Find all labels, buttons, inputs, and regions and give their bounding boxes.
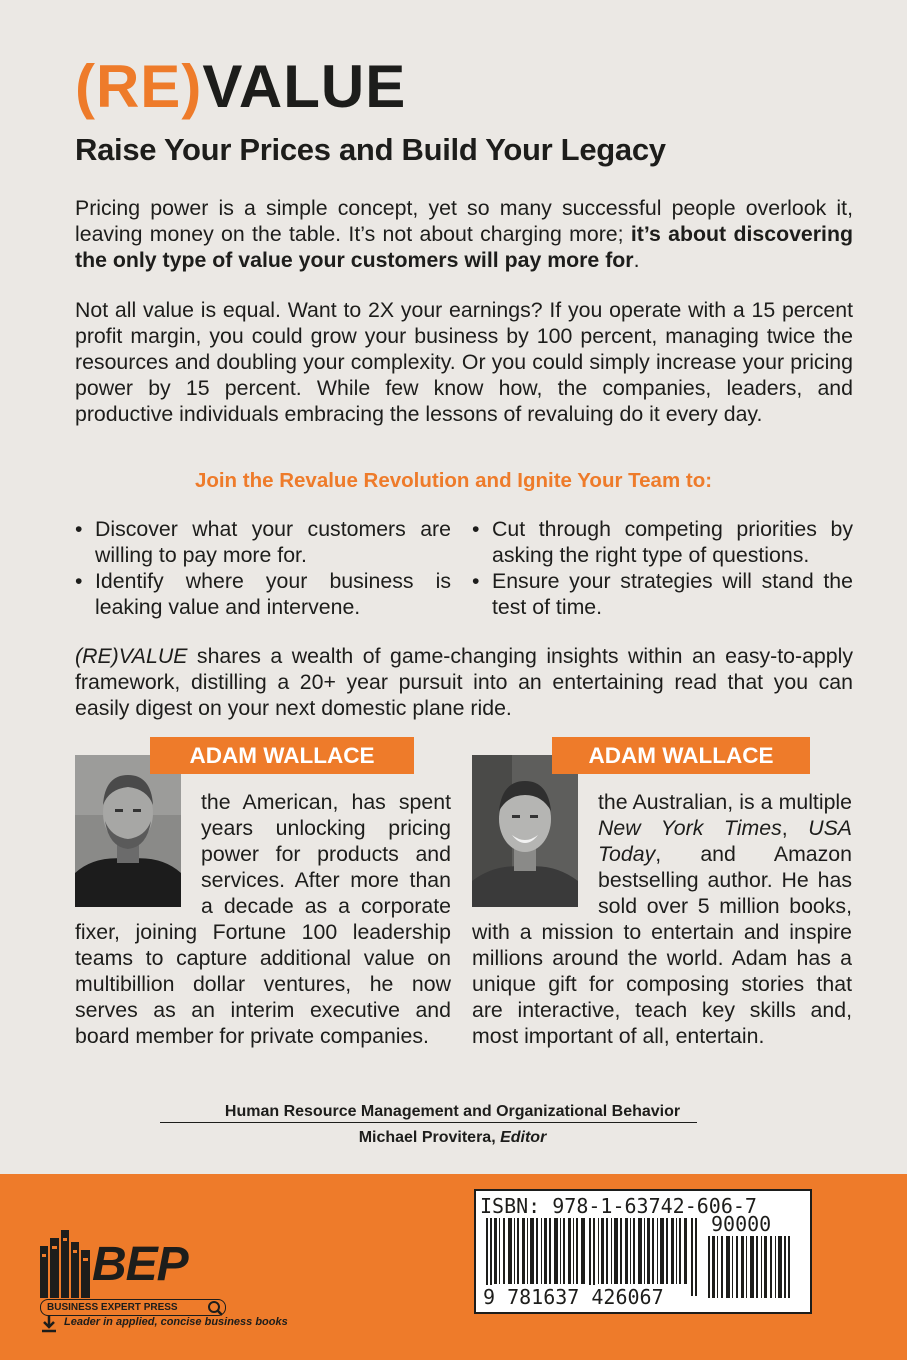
join-heading: Join the Revalue Revolution and Ignite Your Team to: <box>194 469 713 492</box>
author-bio-australian <box>472 789 852 1049</box>
publisher-tagline: Leader in applied, concise business books <box>64 1316 288 1328</box>
editor-role: Editor <box>500 1129 547 1146</box>
bio-text: the American, has spent years unlocking pricing power for products and services. After more than a decade as a corporate fixer, joining Fortune 100 leadership teams to capture additional value on multibillion dollar ventures, he now serves as an interim executive and board member for private companies. <box>75 790 451 1048</box>
bullet-item: • Identify where your business is leaking value and intervene. <box>75 568 451 620</box>
photo-spacer <box>472 789 598 917</box>
bullet-item: • Cut through competing priorities by asking the right type of questions. <box>472 516 853 568</box>
series-editor <box>75 1127 830 1149</box>
intro-end: . <box>633 248 640 272</box>
divider <box>160 1122 697 1123</box>
bookshelf-icon <box>40 1230 92 1305</box>
bio-nyt: New York Times <box>598 816 782 840</box>
author-name-tag: ADAM WALLACE <box>552 737 810 774</box>
photo-spacer <box>75 789 201 917</box>
bio-usa-today: USA Today <box>598 816 852 866</box>
closing-text: shares a wealth of game-changing insights within an easy-to-apply framework, distilling a 20+ year pursuit into an entertaining read that you can easily digest on your next domestic plane ride. <box>75 644 853 720</box>
bio-text: the Australian, is a multiple <box>598 790 852 814</box>
isbn-text: ISBN: 978-1-63742-606-7 <box>480 1194 757 1218</box>
series-name: Human Resource Management and Organizational Behavior <box>224 1103 681 1120</box>
author-name-tag: ADAM WALLACE <box>150 737 414 774</box>
editor-name: Michael Provitera, <box>358 1129 501 1146</box>
book-subtitle: Raise Your Prices and Build Your Legacy <box>75 132 666 167</box>
title-main: VALUE <box>202 53 407 120</box>
publisher-logo: BEP <box>92 1238 188 1291</box>
barcode-bars-addon <box>708 1236 792 1298</box>
closing-title: (RE)VALUE <box>75 644 188 668</box>
intro-emphasis: it’s about discovering the only type of value your customers will pay more for <box>75 222 853 272</box>
intro-paragraph-1 <box>75 195 853 273</box>
intro-paragraph-2: Not all value is equal. Want to 2X your earnings? If you operate with a 15 percent profit margin, you could grow your business by 100 percent, managing twice the resources and doubling your complexity. Or you could simply increase your pricing power by 15 percent. While few know how, the companies, leaders, and productive individuals embracing the lessons of revaluing do it every day. <box>75 298 853 426</box>
bullet-list-left <box>75 516 451 620</box>
publisher-name <box>40 1299 226 1316</box>
bio-text: , <box>781 816 809 840</box>
bullet-item: • Ensure your strategies will stand the test of time. <box>472 568 853 620</box>
price-code: 90000 <box>711 1212 772 1236</box>
intro-text: Pricing power is a simple concept, yet so many successful people overlook it, leaving money on the table. It’s not about charging more; <box>75 196 853 246</box>
book-title <box>75 52 406 122</box>
title-prefix: (RE) <box>75 53 203 120</box>
bio-text: , and Amazon bestselling author. He has sold over 5 million books, with a mission to entertain and inspire millions around the world. Adam has a unique gift for composing stories that are interactive, teach key skills and, most important of all, entertain. <box>472 842 852 1048</box>
publisher-name-text: BUSINESS EXPERT PRESS <box>47 1302 178 1313</box>
bullet-item: • Discover what your customers are willing to pay more for. <box>75 516 451 568</box>
closing-paragraph <box>75 643 853 721</box>
bullet-list-right <box>472 516 853 620</box>
author-bio-american <box>75 789 451 1049</box>
download-icon <box>40 1315 58 1338</box>
barcode-digits: 9 781637 426067 <box>483 1285 664 1309</box>
